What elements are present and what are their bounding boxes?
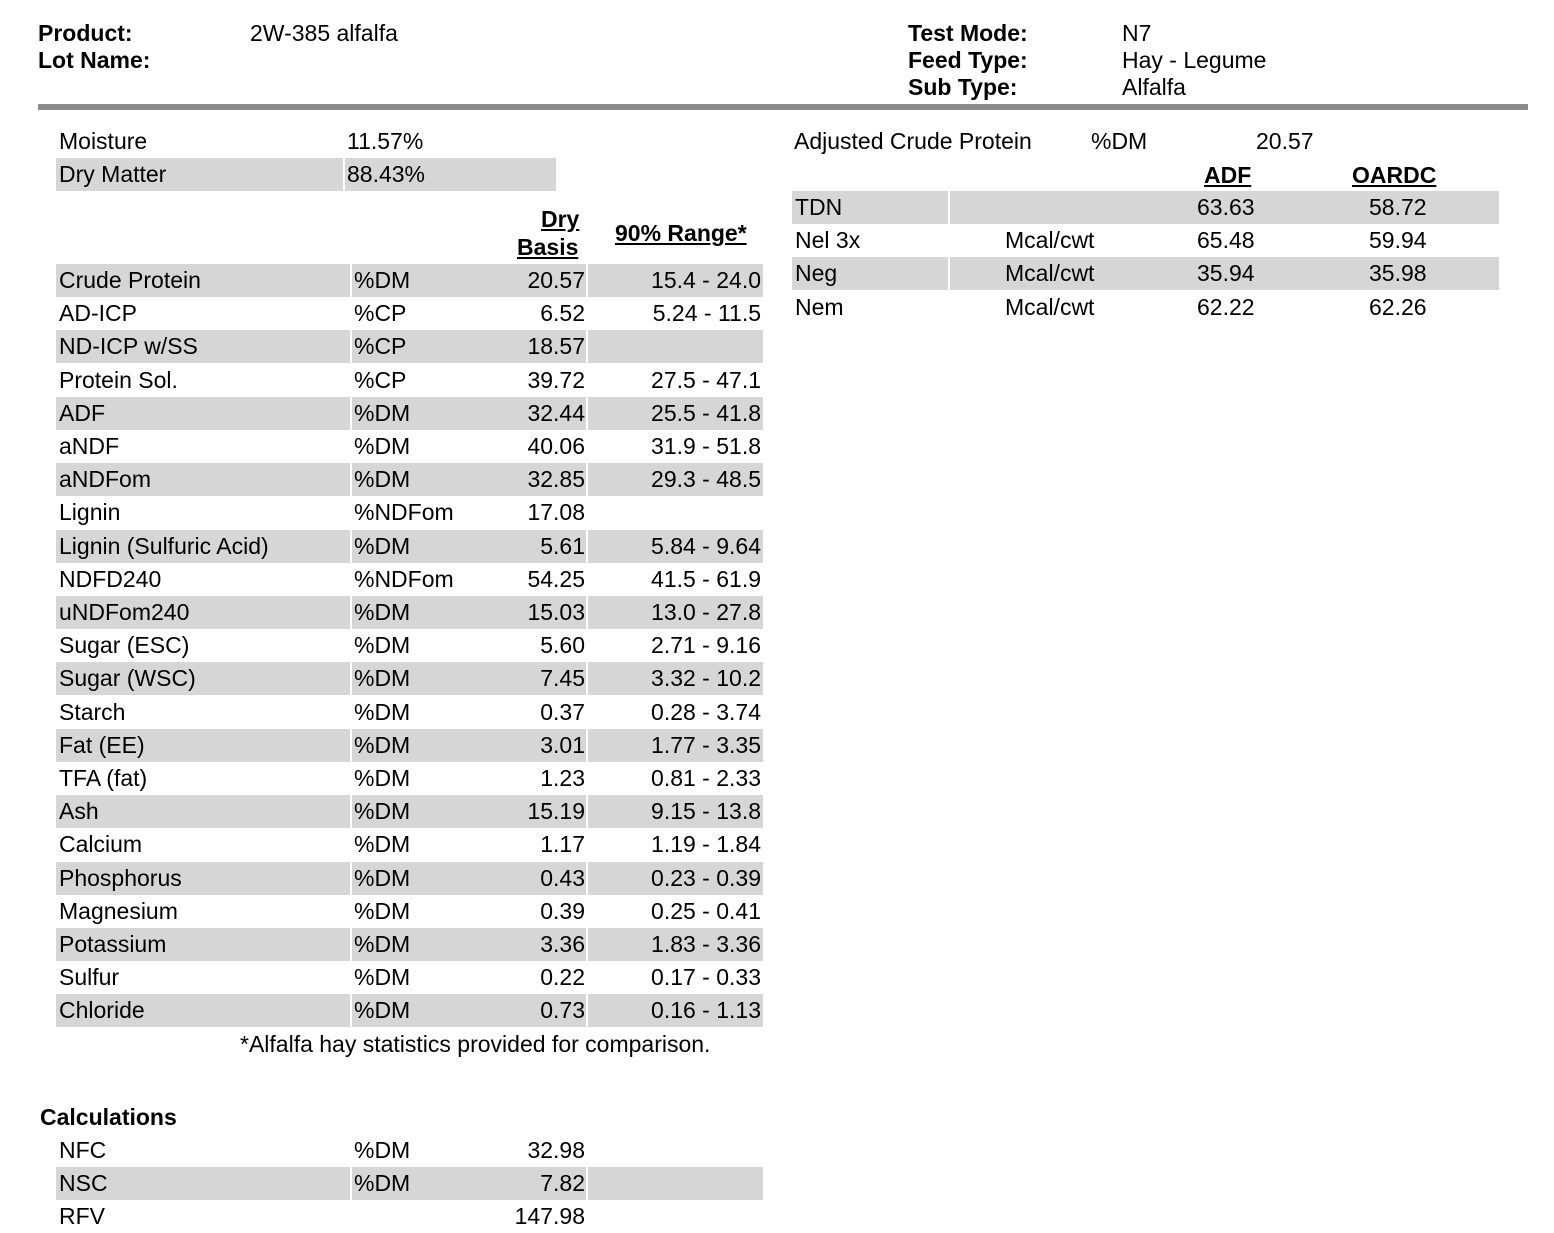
nutrient-unit: %DM xyxy=(354,864,411,891)
nutrient-unit: %CP xyxy=(354,366,407,393)
calc-value: 7.82 xyxy=(540,1170,585,1197)
calc-value: 147.98 xyxy=(514,1203,585,1230)
table-row xyxy=(56,629,763,662)
nutrient-dry-basis: 5.61 xyxy=(540,532,585,559)
nutrient-unit: %DM xyxy=(354,997,411,1024)
table-row xyxy=(56,1167,763,1200)
nutrient-name: Calcium xyxy=(59,831,143,858)
nutrient-unit: %CP xyxy=(354,333,407,360)
table-row xyxy=(56,994,763,1027)
table-row xyxy=(56,297,763,330)
nutrient-dry-basis: 17.08 xyxy=(527,499,585,526)
nutrient-name: Magnesium xyxy=(59,897,178,924)
energy-name: Nem xyxy=(795,293,844,320)
nutrient-unit: %NDFom xyxy=(354,565,454,592)
calc-name: RFV xyxy=(59,1203,105,1230)
nutrient-range: 0.23 - 0.39 xyxy=(651,864,761,891)
test-mode-value: N7 xyxy=(1122,20,1152,46)
nutrient-dry-basis: 0.37 xyxy=(540,698,585,725)
nutrient-unit: %DM xyxy=(354,897,411,924)
nutrient-range: 2.71 - 9.16 xyxy=(651,632,761,659)
nutrient-name: Ash xyxy=(59,798,99,825)
nutrient-name: TFA (fat) xyxy=(59,765,148,791)
table-row xyxy=(56,397,763,430)
nutrient-unit: %DM xyxy=(354,466,411,493)
feed-type-value: Hay - Legume xyxy=(1122,47,1267,73)
energy-name: Nel 3x xyxy=(795,227,861,254)
calc-name: NSC xyxy=(59,1170,108,1197)
nutrient-range: 0.17 - 0.33 xyxy=(651,964,761,991)
calc-unit: %DM xyxy=(354,1170,411,1197)
table-row xyxy=(56,563,763,596)
nutrient-range: 1.19 - 1.84 xyxy=(651,831,761,858)
nutrient-name: Fat (EE) xyxy=(59,731,145,758)
oardc-header: OARDC xyxy=(1352,162,1437,188)
energy-adf-value: 65.48 xyxy=(1197,227,1255,254)
adjusted-cp-value: 20.57 xyxy=(1256,128,1314,154)
nutrient-dry-basis: 3.36 xyxy=(540,931,585,957)
header-divider xyxy=(38,104,1528,110)
energy-name: Neg xyxy=(795,260,838,287)
sub-type-label: Sub Type: xyxy=(908,74,1018,100)
nutrient-name: Sulfur xyxy=(59,964,120,991)
table-row xyxy=(56,596,763,629)
nutrient-dry-basis: 18.57 xyxy=(527,333,585,360)
calc-unit: %DM xyxy=(354,1137,411,1163)
nutrient-dry-basis: 0.22 xyxy=(540,964,585,991)
nutrient-dry-basis: 20.57 xyxy=(527,267,585,293)
nutrient-name: Potassium xyxy=(59,931,167,957)
nutrient-unit: %DM xyxy=(354,433,411,459)
nutrient-name: Chloride xyxy=(59,997,145,1024)
feed-type-label: Feed Type: xyxy=(908,47,1028,73)
table-row xyxy=(56,496,763,529)
dry-basis-header-line2: Basis xyxy=(517,234,579,260)
table-row xyxy=(56,961,763,994)
table-row xyxy=(56,862,763,895)
energy-unit: Mcal/cwt xyxy=(1005,260,1095,287)
nutrient-unit: %DM xyxy=(354,632,411,659)
nutrient-range: 1.83 - 3.36 xyxy=(651,931,761,957)
nutrient-unit: %DM xyxy=(354,665,411,692)
calc-value: 32.98 xyxy=(527,1137,585,1163)
nutrient-dry-basis: 32.44 xyxy=(527,399,585,426)
table-row xyxy=(792,224,1499,257)
nutrient-dry-basis: 15.19 xyxy=(527,798,585,825)
nutrient-dry-basis: 32.85 xyxy=(527,466,585,493)
nutrient-unit: %DM xyxy=(354,399,411,426)
product-value: 2W-385 alfalfa xyxy=(250,20,398,46)
product-label: Product: xyxy=(38,20,133,46)
nutrient-range: 9.15 - 13.8 xyxy=(651,798,761,825)
table-row xyxy=(56,729,763,762)
nutrient-unit: %NDFom xyxy=(354,499,454,526)
nutrient-dry-basis: 1.23 xyxy=(540,765,585,791)
nutrient-name: ND-ICP w/SS xyxy=(59,333,198,360)
nutrient-range: 1.77 - 3.35 xyxy=(651,731,761,758)
nutrient-unit: %DM xyxy=(354,964,411,991)
energy-name: TDN xyxy=(795,194,843,220)
nutrient-dry-basis: 54.25 xyxy=(527,565,585,592)
table-row xyxy=(56,696,763,729)
energy-oardc-value: 35.98 xyxy=(1369,260,1427,287)
nutrient-name: Phosphorus xyxy=(59,864,182,891)
nutrient-unit: %CP xyxy=(354,300,407,327)
table-row xyxy=(56,530,763,563)
moisture-value: 11.57% xyxy=(347,128,424,154)
table-row xyxy=(56,463,763,496)
dry-matter-row xyxy=(56,158,556,191)
table-row xyxy=(56,895,763,928)
nutrient-dry-basis: 3.01 xyxy=(540,731,585,758)
energy-oardc-value: 58.72 xyxy=(1369,194,1427,220)
table-row xyxy=(56,1200,763,1233)
nutrient-range: 15.4 - 24.0 xyxy=(651,267,761,293)
table-row xyxy=(56,1134,763,1167)
table-row xyxy=(792,257,1499,290)
nutrient-dry-basis: 40.06 xyxy=(527,433,585,459)
table-row xyxy=(56,762,763,795)
nutrient-unit: %DM xyxy=(354,698,411,725)
footnote: *Alfalfa hay statistics provided for comparison. xyxy=(240,1031,711,1057)
nutrient-range: 3.32 - 10.2 xyxy=(651,665,761,692)
table-row xyxy=(56,264,763,297)
table-row xyxy=(792,291,1499,324)
nutrient-name: Lignin xyxy=(59,499,121,526)
nutrient-unit: %DM xyxy=(354,831,411,858)
nutrient-name: NDFD240 xyxy=(59,565,162,592)
energy-unit: Mcal/cwt xyxy=(1005,227,1095,254)
nutrient-range: 5.84 - 9.64 xyxy=(651,532,761,559)
nutrient-unit: %DM xyxy=(354,267,411,293)
table-row xyxy=(56,430,763,463)
nutrient-dry-basis: 1.17 xyxy=(540,831,585,858)
dry-matter-value: 88.43% xyxy=(347,161,426,187)
table-row xyxy=(56,828,763,861)
nutrient-range: 31.9 - 51.8 xyxy=(651,433,761,459)
nutrient-unit: %DM xyxy=(354,532,411,559)
table-row xyxy=(56,364,763,397)
lot-name-label: Lot Name: xyxy=(38,47,151,73)
nutrient-dry-basis: 39.72 xyxy=(527,366,585,393)
nutrient-name: Sugar (ESC) xyxy=(59,632,190,659)
nutrient-dry-basis: 0.73 xyxy=(540,997,585,1024)
nutrient-dry-basis: 0.39 xyxy=(540,897,585,924)
nutrient-unit: %DM xyxy=(354,798,411,825)
nutrient-range: 13.0 - 27.8 xyxy=(651,599,761,625)
nutrient-range: 25.5 - 41.8 xyxy=(651,399,761,426)
table-row xyxy=(56,662,763,695)
nutrient-name: AD-ICP xyxy=(59,300,137,327)
nutrient-range: 27.5 - 47.1 xyxy=(651,366,761,393)
test-mode-label: Test Mode: xyxy=(908,20,1028,46)
nutrient-range: 0.81 - 2.33 xyxy=(651,765,761,791)
nutrient-name: Protein Sol. xyxy=(59,366,178,393)
nutrient-name: Sugar (WSC) xyxy=(59,665,196,692)
energy-adf-value: 62.22 xyxy=(1197,293,1255,320)
nutrient-name: Starch xyxy=(59,698,126,725)
dry-matter-label: Dry Matter xyxy=(59,161,167,187)
nutrient-unit: %DM xyxy=(354,731,411,758)
energy-adf-value: 63.63 xyxy=(1197,194,1255,220)
nutrient-range: 0.25 - 0.41 xyxy=(651,897,761,924)
adjusted-cp-label: Adjusted Crude Protein xyxy=(794,128,1032,154)
adf-header: ADF xyxy=(1204,162,1252,188)
nutrient-name: uNDFom240 xyxy=(59,599,190,625)
nutrient-name: aNDF xyxy=(59,433,120,459)
nutrient-range: 0.28 - 3.74 xyxy=(651,698,761,725)
nutrient-range: 5.24 - 11.5 xyxy=(652,300,761,327)
nutrient-unit: %DM xyxy=(354,931,411,957)
energy-adf-value: 35.94 xyxy=(1197,260,1255,287)
nutrient-range: 29.3 - 48.5 xyxy=(651,466,761,493)
nutrient-name: ADF xyxy=(59,399,105,426)
nutrient-range: 0.16 - 1.13 xyxy=(651,997,761,1024)
nutrient-dry-basis: 15.03 xyxy=(527,599,585,625)
dry-basis-header-line1: Dry xyxy=(541,206,580,232)
energy-oardc-value: 59.94 xyxy=(1369,227,1427,254)
nutrient-name: aNDFom xyxy=(59,466,152,493)
moisture-row xyxy=(56,125,556,158)
nutrient-name: Lignin (Sulfuric Acid) xyxy=(59,532,269,559)
table-row xyxy=(56,928,763,961)
adjusted-cp-unit: %DM xyxy=(1091,128,1148,154)
table-row xyxy=(56,330,763,363)
table-row xyxy=(56,795,763,828)
range-header: 90% Range* xyxy=(615,220,747,246)
calc-name: NFC xyxy=(59,1137,107,1163)
nutrient-name: Crude Protein xyxy=(59,267,201,293)
energy-oardc-value: 62.26 xyxy=(1369,293,1427,320)
nutrient-dry-basis: 0.43 xyxy=(540,864,585,891)
calculations-title: Calculations xyxy=(40,1104,177,1130)
nutrient-dry-basis: 6.52 xyxy=(540,300,585,327)
nutrient-unit: %DM xyxy=(354,599,411,625)
nutrient-dry-basis: 5.60 xyxy=(540,632,585,659)
sub-type-value: Alfalfa xyxy=(1122,74,1186,100)
nutrient-dry-basis: 7.45 xyxy=(540,665,585,692)
energy-unit: Mcal/cwt xyxy=(1005,293,1095,320)
table-row xyxy=(792,191,1499,224)
nutrient-range: 41.5 - 61.9 xyxy=(651,565,761,592)
moisture-label: Moisture xyxy=(59,128,148,154)
nutrient-unit: %DM xyxy=(354,765,411,791)
